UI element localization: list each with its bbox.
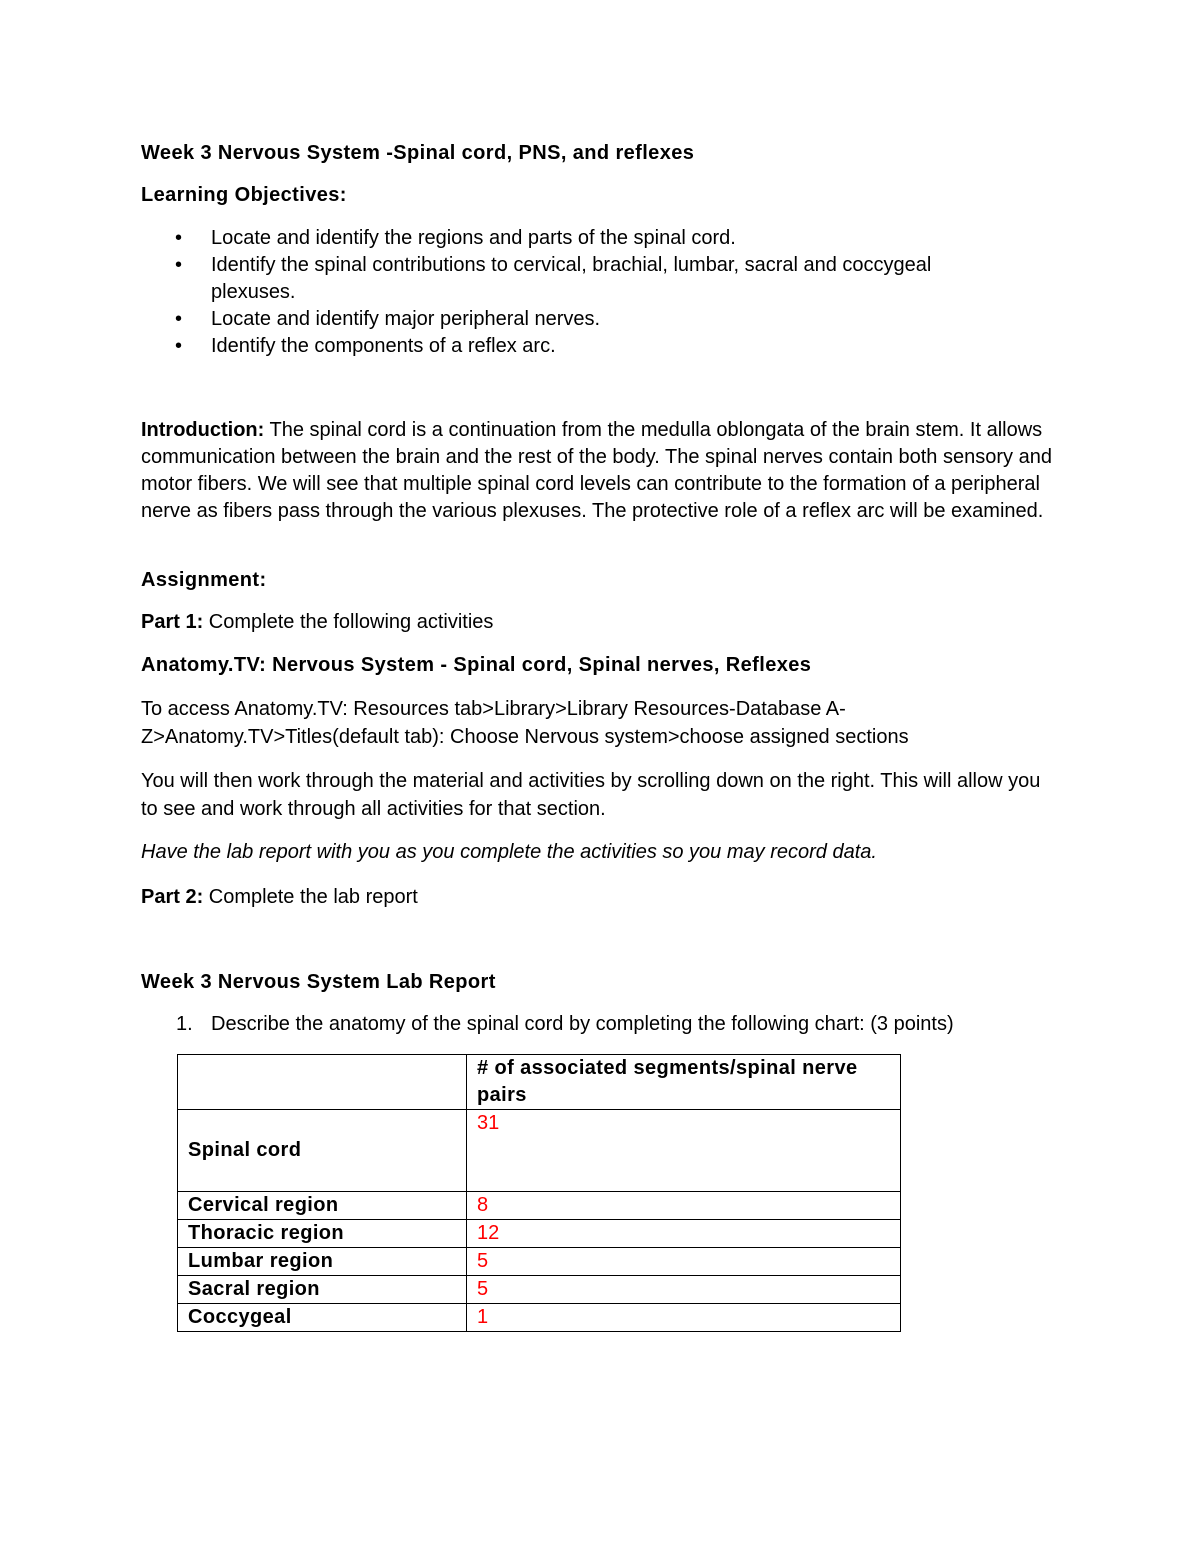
row-value[interactable]: 31 <box>467 1110 901 1192</box>
part2-text: Complete the lab report <box>203 886 418 908</box>
table-row <box>178 1304 901 1332</box>
table-row <box>178 1248 901 1276</box>
objective-text: Locate and identify the regions and parts of the spinal cord. <box>211 227 736 249</box>
row-label: Cervical region <box>178 1192 467 1220</box>
table-row <box>178 1110 901 1192</box>
spinal-cord-chart <box>177 1054 901 1332</box>
table-header-row <box>178 1055 901 1110</box>
table-row <box>178 1220 901 1248</box>
assignment-heading: Assignment: <box>141 569 267 591</box>
objective-text: plexuses. <box>211 281 296 303</box>
row-value[interactable]: 1 <box>467 1304 901 1332</box>
question-text: Describe the anatomy of the spinal cord by completing the following chart: (3 points) <box>211 1013 954 1035</box>
table-row <box>178 1192 901 1220</box>
anatomy-heading: Anatomy.TV: Nervous System - Spinal cord, Spinal nerves, Reflexes <box>141 654 812 676</box>
part1-label: Part 1: <box>141 611 204 633</box>
part2-line <box>141 884 418 911</box>
table-row <box>178 1276 901 1304</box>
bullet-icon: • <box>175 308 183 330</box>
objectives-heading: Learning Objectives: <box>141 184 347 206</box>
italic-note: Have the lab report with you as you complete the activities so you may record data. <box>141 841 877 863</box>
row-label: Thoracic region <box>178 1220 467 1248</box>
objective-text: Identify the spinal contributions to cervical, brachial, lumbar, sacral and coccygeal <box>211 254 932 276</box>
objective-text: Identify the components of a reflex arc. <box>211 335 556 357</box>
part1-line <box>141 609 493 636</box>
part1-text: Complete the following activities <box>203 611 494 633</box>
row-value[interactable]: 5 <box>467 1248 901 1276</box>
work-instructions: You will then work through the material and activities by scrolling down on the right. This will allow you to see and work through all activities for that section. <box>141 770 1041 820</box>
row-label: Sacral region <box>178 1276 467 1304</box>
table-header-cell: # of associated segments/spinal nerve pairs <box>467 1055 901 1110</box>
bullet-icon: • <box>175 227 183 249</box>
access-instructions: To access Anatomy.TV: Resources tab>Library>Library Resources-Database A-Z>Anatomy.TV>Titles(default tab): Choose Nervous system>choose assigned sections <box>141 698 909 748</box>
lab-report-heading: Week 3 Nervous System Lab Report <box>141 971 496 993</box>
introduction-paragraph <box>141 417 1061 525</box>
row-label: Coccygeal <box>178 1304 467 1332</box>
introduction-text: The spinal cord is a continuation from the medulla oblongata of the brain stem. It allows communication between the brain and the rest of the body. The spinal nerves contain both sensory and motor fibers. We will see that multiple spinal cord levels can contribute to the formation of a peripheral nerve as fibers pass through the various plexuses. The protective role of a reflex arc will be examined. <box>141 419 1052 522</box>
bullet-icon: • <box>175 335 183 357</box>
document-title: Week 3 Nervous System -Spinal cord, PNS, and reflexes <box>141 142 695 164</box>
part2-label: Part 2: <box>141 886 204 908</box>
row-value[interactable]: 12 <box>467 1220 901 1248</box>
row-value[interactable]: 8 <box>467 1192 901 1220</box>
table-header-empty-cell <box>178 1055 467 1110</box>
bullet-icon: • <box>175 254 183 276</box>
introduction-label: Introduction: <box>141 419 265 441</box>
row-label: Spinal cord <box>178 1110 467 1192</box>
row-value[interactable]: 5 <box>467 1276 901 1304</box>
objective-text: Locate and identify major peripheral nerves. <box>211 308 601 330</box>
row-label: Lumbar region <box>178 1248 467 1276</box>
question-number: 1. <box>176 1013 193 1035</box>
